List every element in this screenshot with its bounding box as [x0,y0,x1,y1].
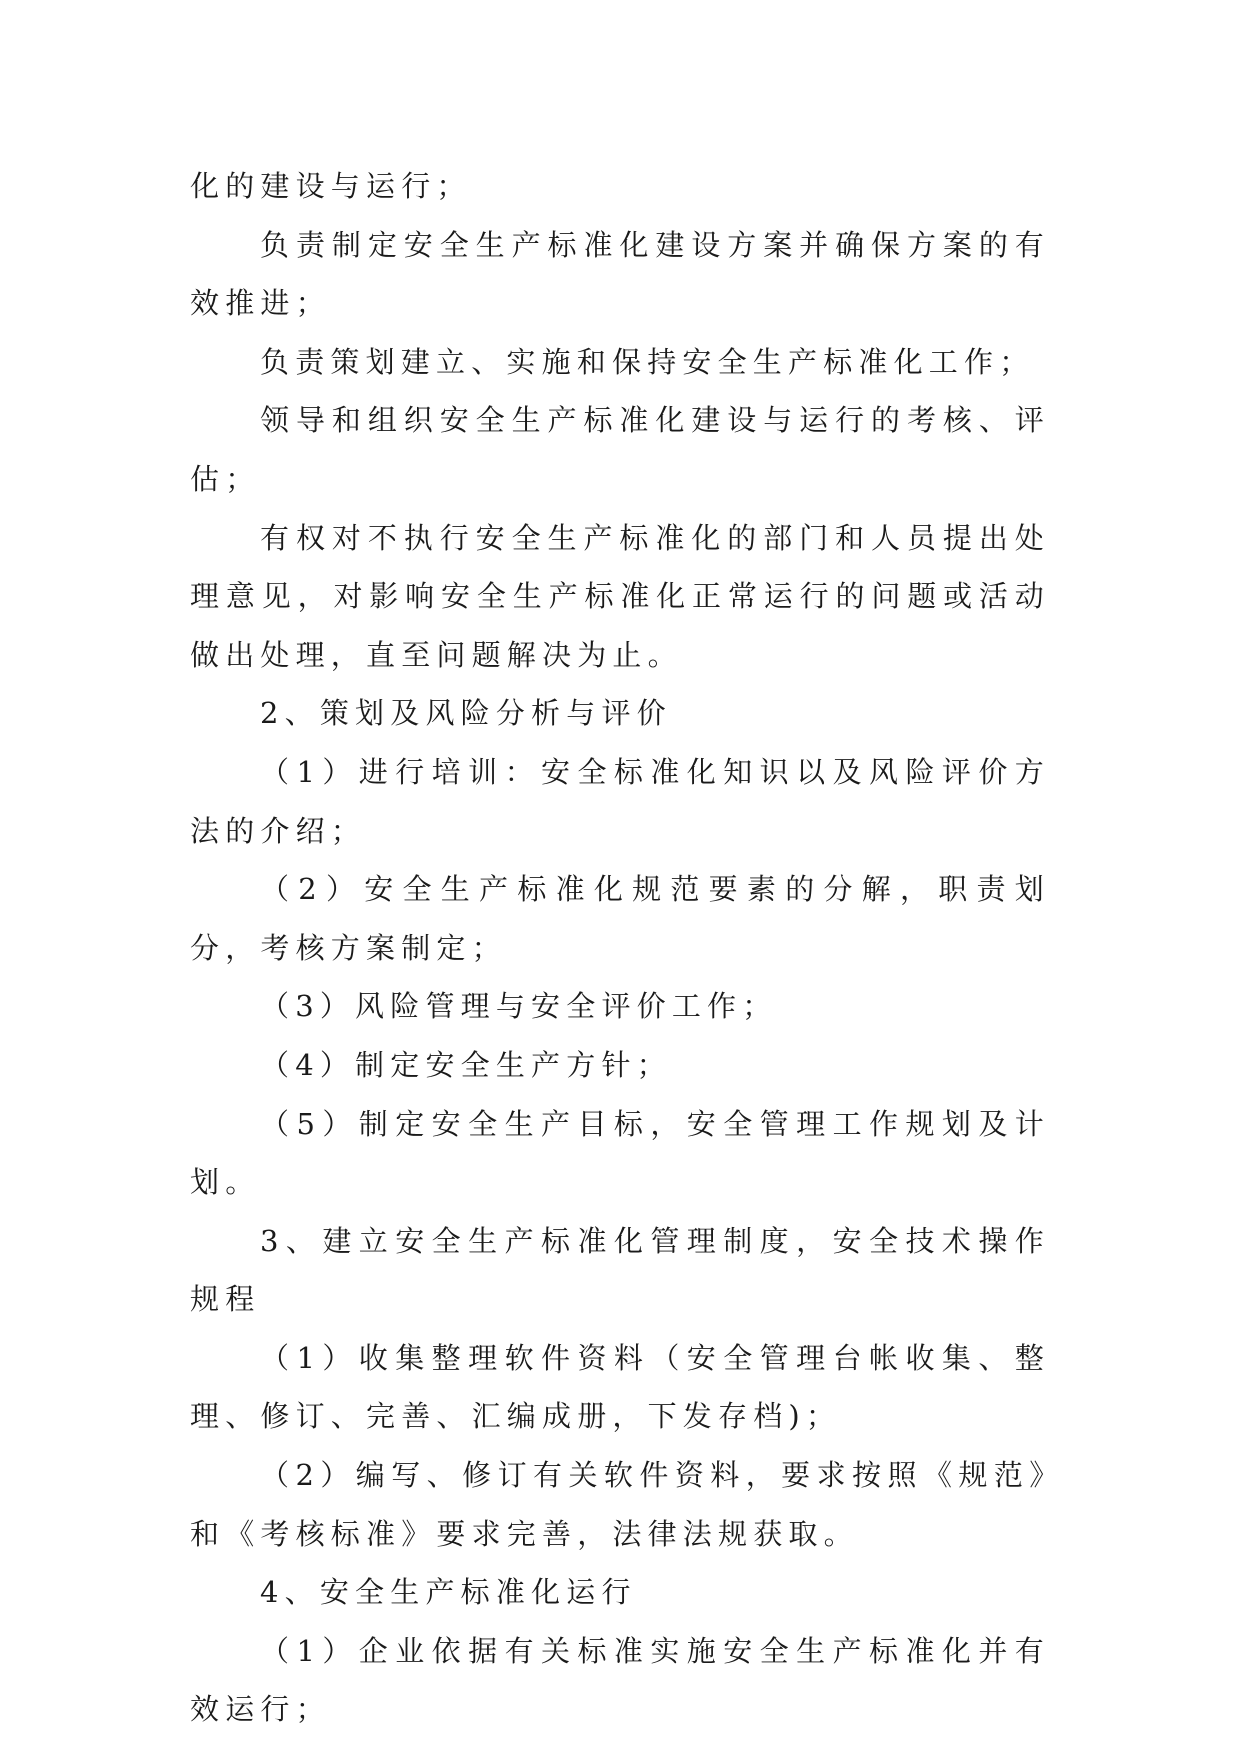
list-item: （2）安全生产标准化规范要素的分解，职责划分，考核方案制定； [190,872,1050,965]
list-item: （1）企业依据有关标准实施安全生产标准化并有效运行； [190,1633,1050,1727]
document-body [190,157,1050,1739]
list-item: （1）收集整理软件资料（安全管理台帐收集、整理、修订、完善、汇编成册，下发存档)； [190,1340,1050,1434]
paragraph-continuation: 化的建设与运行； [190,169,472,203]
paragraph: 有权对不执行安全生产标准化的部门和人员提出处理意见，对影响安全生产标准化正常运行的问题或活动做出处理，直至问题解决为止。 [190,520,1050,672]
list-item: （4）制定安全生产方针； [260,1047,672,1082]
section-heading: 4、安全生产标准化运行 [260,1575,637,1610]
paragraph: 负责策划建立、实施和保持安全生产标准化工作； [260,344,1035,379]
paragraph: 负责制定安全生产标准化建设方案并确保方案的有效推进； [190,227,1050,321]
list-item: （5）制定安全生产目标，安全管理工作规划及计划。 [190,1106,1050,1200]
section-heading: 2、策划及风险分析与评价 [260,696,672,731]
list-item: （3）风险管理与安全评价工作； [260,989,778,1024]
list-item: （1）进行培训：安全标准化知识以及风险评价方法的介绍； [190,754,1050,848]
list-item: （2）编写、修订有关软件资料，要求按照《规范》和《考核标准》要求完善，法律法规获取。 [190,1458,1050,1551]
section-heading: 3、建立安全生产标准化管理制度，安全技术操作规程 [190,1223,1050,1317]
paragraph: 领导和组织安全生产标准化建设与运行的考核、评估； [190,403,1050,496]
